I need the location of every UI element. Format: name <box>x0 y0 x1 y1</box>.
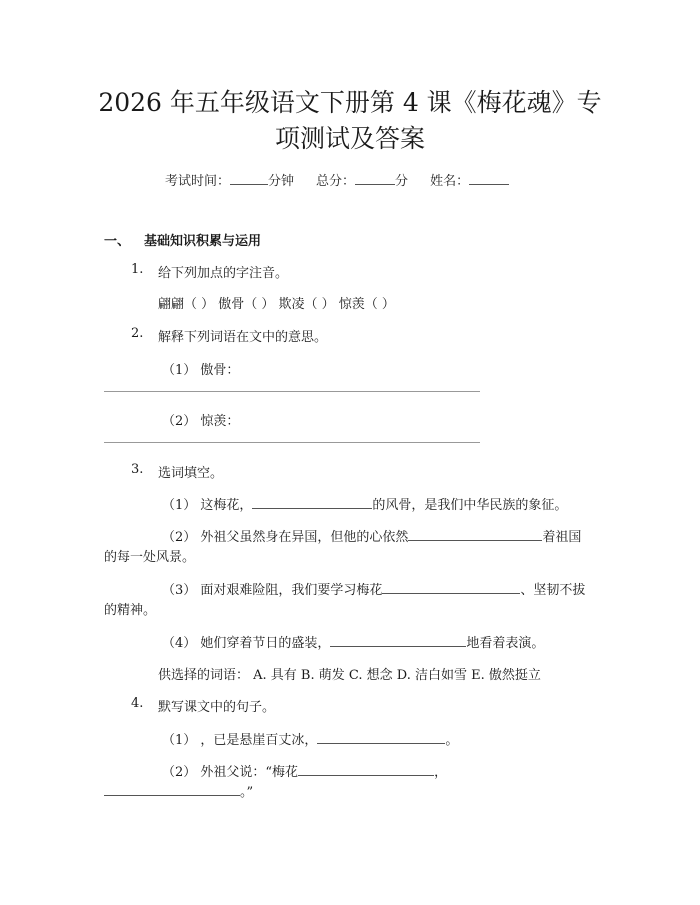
exam-meta <box>165 170 509 189</box>
question-3-sentence-3-continued: 的精神。 <box>104 603 157 618</box>
question-4-number: 4. <box>131 696 144 711</box>
time-unit: 分钟 <box>268 174 295 189</box>
score-blank[interactable] <box>355 172 395 185</box>
blank-3-2[interactable] <box>408 528 542 541</box>
blank-3-4[interactable] <box>330 634 466 647</box>
blank-3-1[interactable] <box>252 496 372 509</box>
q4-sentence-1-prefix: （1） ，已是悬崖百丈冰， <box>162 733 318 748</box>
page-title-line-1: 2026 年五年级语文下册第 4 课《梅花魂》专 <box>98 88 602 117</box>
blank-4-1[interactable] <box>317 731 445 744</box>
question-1-text: 给下列加点的字注音。 <box>158 266 289 281</box>
question-2-number: 2. <box>131 326 144 341</box>
q4-sentence-1-suffix: 。 <box>445 733 459 748</box>
question-4-sentence-2 <box>162 761 447 780</box>
score-label: 总分： <box>316 174 356 189</box>
question-1-number: 1. <box>131 262 144 277</box>
blank-4-2a[interactable] <box>298 763 434 776</box>
question-2-text: 解释下列词语在文中的意思。 <box>158 330 328 345</box>
sentence-3-suffix: 、坚韧不拔 <box>520 583 586 598</box>
question-3-sentence-2-continued: 的每一处风景。 <box>104 550 196 565</box>
question-2-sub-1: （1） 傲骨： <box>162 363 240 378</box>
question-4-text: 默写课文中的句子。 <box>158 700 276 715</box>
sentence-2-suffix: 着祖国 <box>542 530 582 545</box>
question-3-word-choices: 供选择的词语： A. 具有 B. 萌发 C. 想念 D. 洁白如雪 E. 傲然挺立 <box>158 668 541 683</box>
question-4-sentence-1 <box>162 729 458 748</box>
answer-line-2-2[interactable] <box>104 442 480 443</box>
q4-sentence-2-suffix: ， <box>434 765 448 780</box>
sentence-4-suffix: 地看着表演。 <box>466 636 545 651</box>
name-blank[interactable] <box>469 172 509 185</box>
answer-line-2-1[interactable] <box>104 391 480 392</box>
question-3-sentence-2 <box>162 526 581 545</box>
name-label: 姓名： <box>430 174 470 189</box>
sentence-1-suffix: 的风骨，是我们中华民族的象征。 <box>372 498 568 513</box>
question-3-sentence-3 <box>162 579 585 598</box>
question-3-number: 3. <box>131 462 144 477</box>
sentence-3-prefix: （3） 面对艰难险阻，我们要学习梅花 <box>162 583 383 598</box>
q4-sentence-2-end: 。” <box>240 785 254 800</box>
question-3-text: 选词填空。 <box>158 466 224 481</box>
question-4-sentence-2-continued <box>104 781 253 800</box>
score-unit: 分 <box>395 174 409 189</box>
section-number: 一、 <box>104 234 131 249</box>
section-title: 基础知识积累与运用 <box>144 234 262 249</box>
time-label: 考试时间： <box>165 174 231 189</box>
question-1-items: 翩翩（ ） 傲骨（ ） 欺凌（ ） 惊羡（ ） <box>158 297 395 312</box>
sentence-1-prefix: （1） 这梅花， <box>162 498 253 513</box>
sentence-4-prefix: （4） 她们穿着节日的盛装， <box>162 636 331 651</box>
sentence-2-prefix: （2） 外祖父虽然身在异国，但他的心依然 <box>162 530 409 545</box>
question-3-sentence-4 <box>162 632 544 651</box>
blank-4-2b[interactable] <box>104 783 240 796</box>
time-blank[interactable] <box>230 172 268 185</box>
blank-3-3[interactable] <box>382 581 520 594</box>
question-2-sub-2: （2） 惊羡： <box>162 414 240 429</box>
q4-sentence-2-prefix: （2） 外祖父说：“梅花 <box>162 765 299 780</box>
page-title-line-2: 项测试及答案 <box>274 124 425 153</box>
question-3-sentence-1 <box>162 494 567 513</box>
section-heading <box>104 230 261 249</box>
